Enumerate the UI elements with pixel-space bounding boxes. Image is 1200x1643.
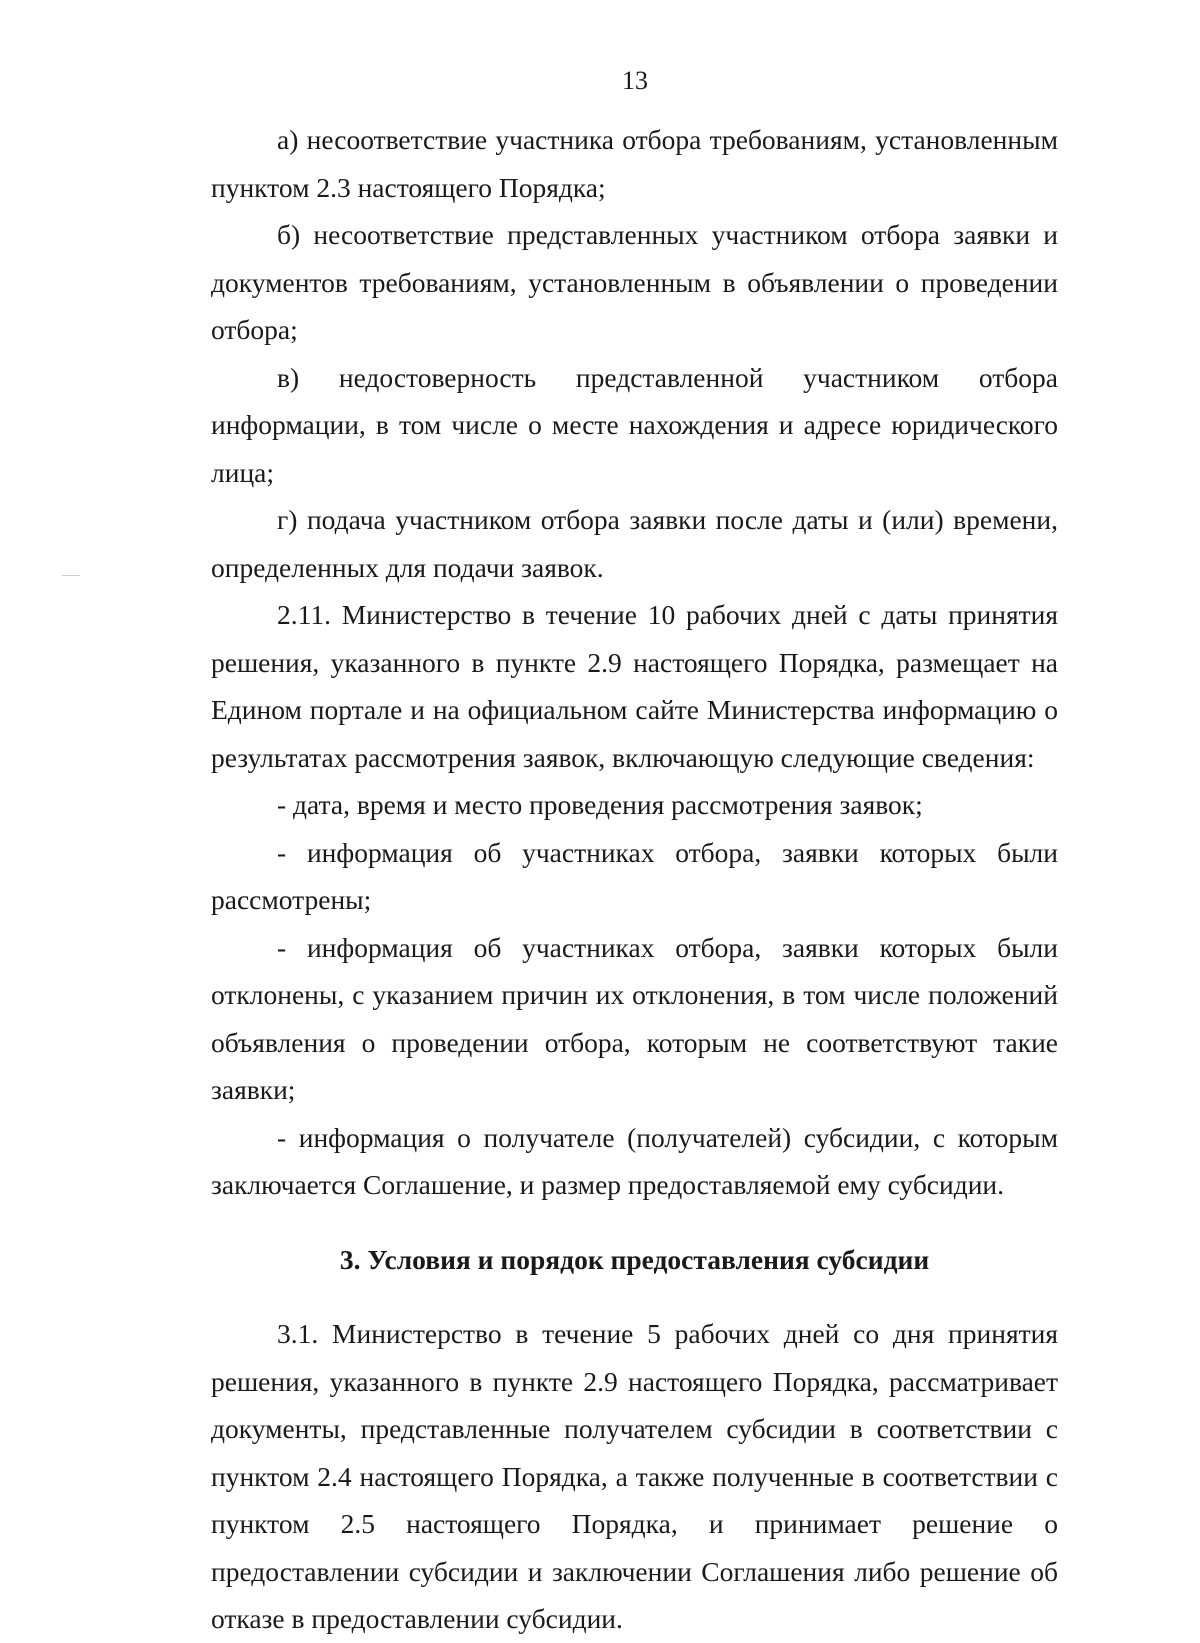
paragraph-v: в) недостоверность представленной участником отбора информации, в том числе о месте нахождения и адресе юридического лица;: [211, 361, 1058, 488]
document-body: [211, 116, 1058, 1643]
list-item: - информация об участниках отбора, заявки которых были отклонены, с указанием причин их отклонения, в том числе положений объявления о проведении отбора, которым не соответствуют такие заявки;: [211, 931, 1058, 1105]
paragraph-2-11: 2.11. Министерство в течение 10 рабочих дней с даты принятия решения, указанного в пункте 2.9 настоящего Порядка, размещает на Едином портале и на официальном сайте Министерства информацию о результатах рассмотрения заявок, включающую следующие сведения:: [211, 599, 1058, 773]
page-number: 13: [622, 66, 648, 95]
margin-mark: [62, 575, 80, 576]
list-item: - дата, время и место проведения рассмотрения заявок;: [277, 789, 923, 820]
paragraph-a: а) несоответствие участника отбора требованиям, установленным пунктом 2.3 настоящего Порядка;: [211, 124, 1058, 203]
list-item: - информация об участниках отбора, заявки которых были рассмотрены;: [211, 836, 1058, 915]
section-heading: 3. Условия и порядок предоставления субсидии: [339, 1243, 930, 1275]
paragraph-g: г) подача участником отбора заявки после даты и (или) времени, определенных для подачи заявок.: [211, 504, 1058, 583]
paragraph-b: б) несоответствие представленных участником отбора заявки и документов требованиям, установленным в объявлении о проведении отбора;: [211, 219, 1058, 345]
paragraph-3-1: 3.1. Министерство в течение 5 рабочих дней со дня принятия решения, указанного в пункте 2.9 настоящего Порядка, рассматривает документы, представленные получателем субсидии в соответствии с пунктом 2.4 настоящего Порядка, а также полученные в соответствии с пунктом 2.5 настоящего Порядка, и принимает решение о предоставлении субсидии и заключении Соглашения либо решение об отказе в предоставлении субсидии.: [211, 1318, 1058, 1634]
list-item: - информация о получателе (получателей) субсидии, с которым заключается Соглашение, и размер предоставляемой ему субсидии.: [211, 1121, 1058, 1200]
